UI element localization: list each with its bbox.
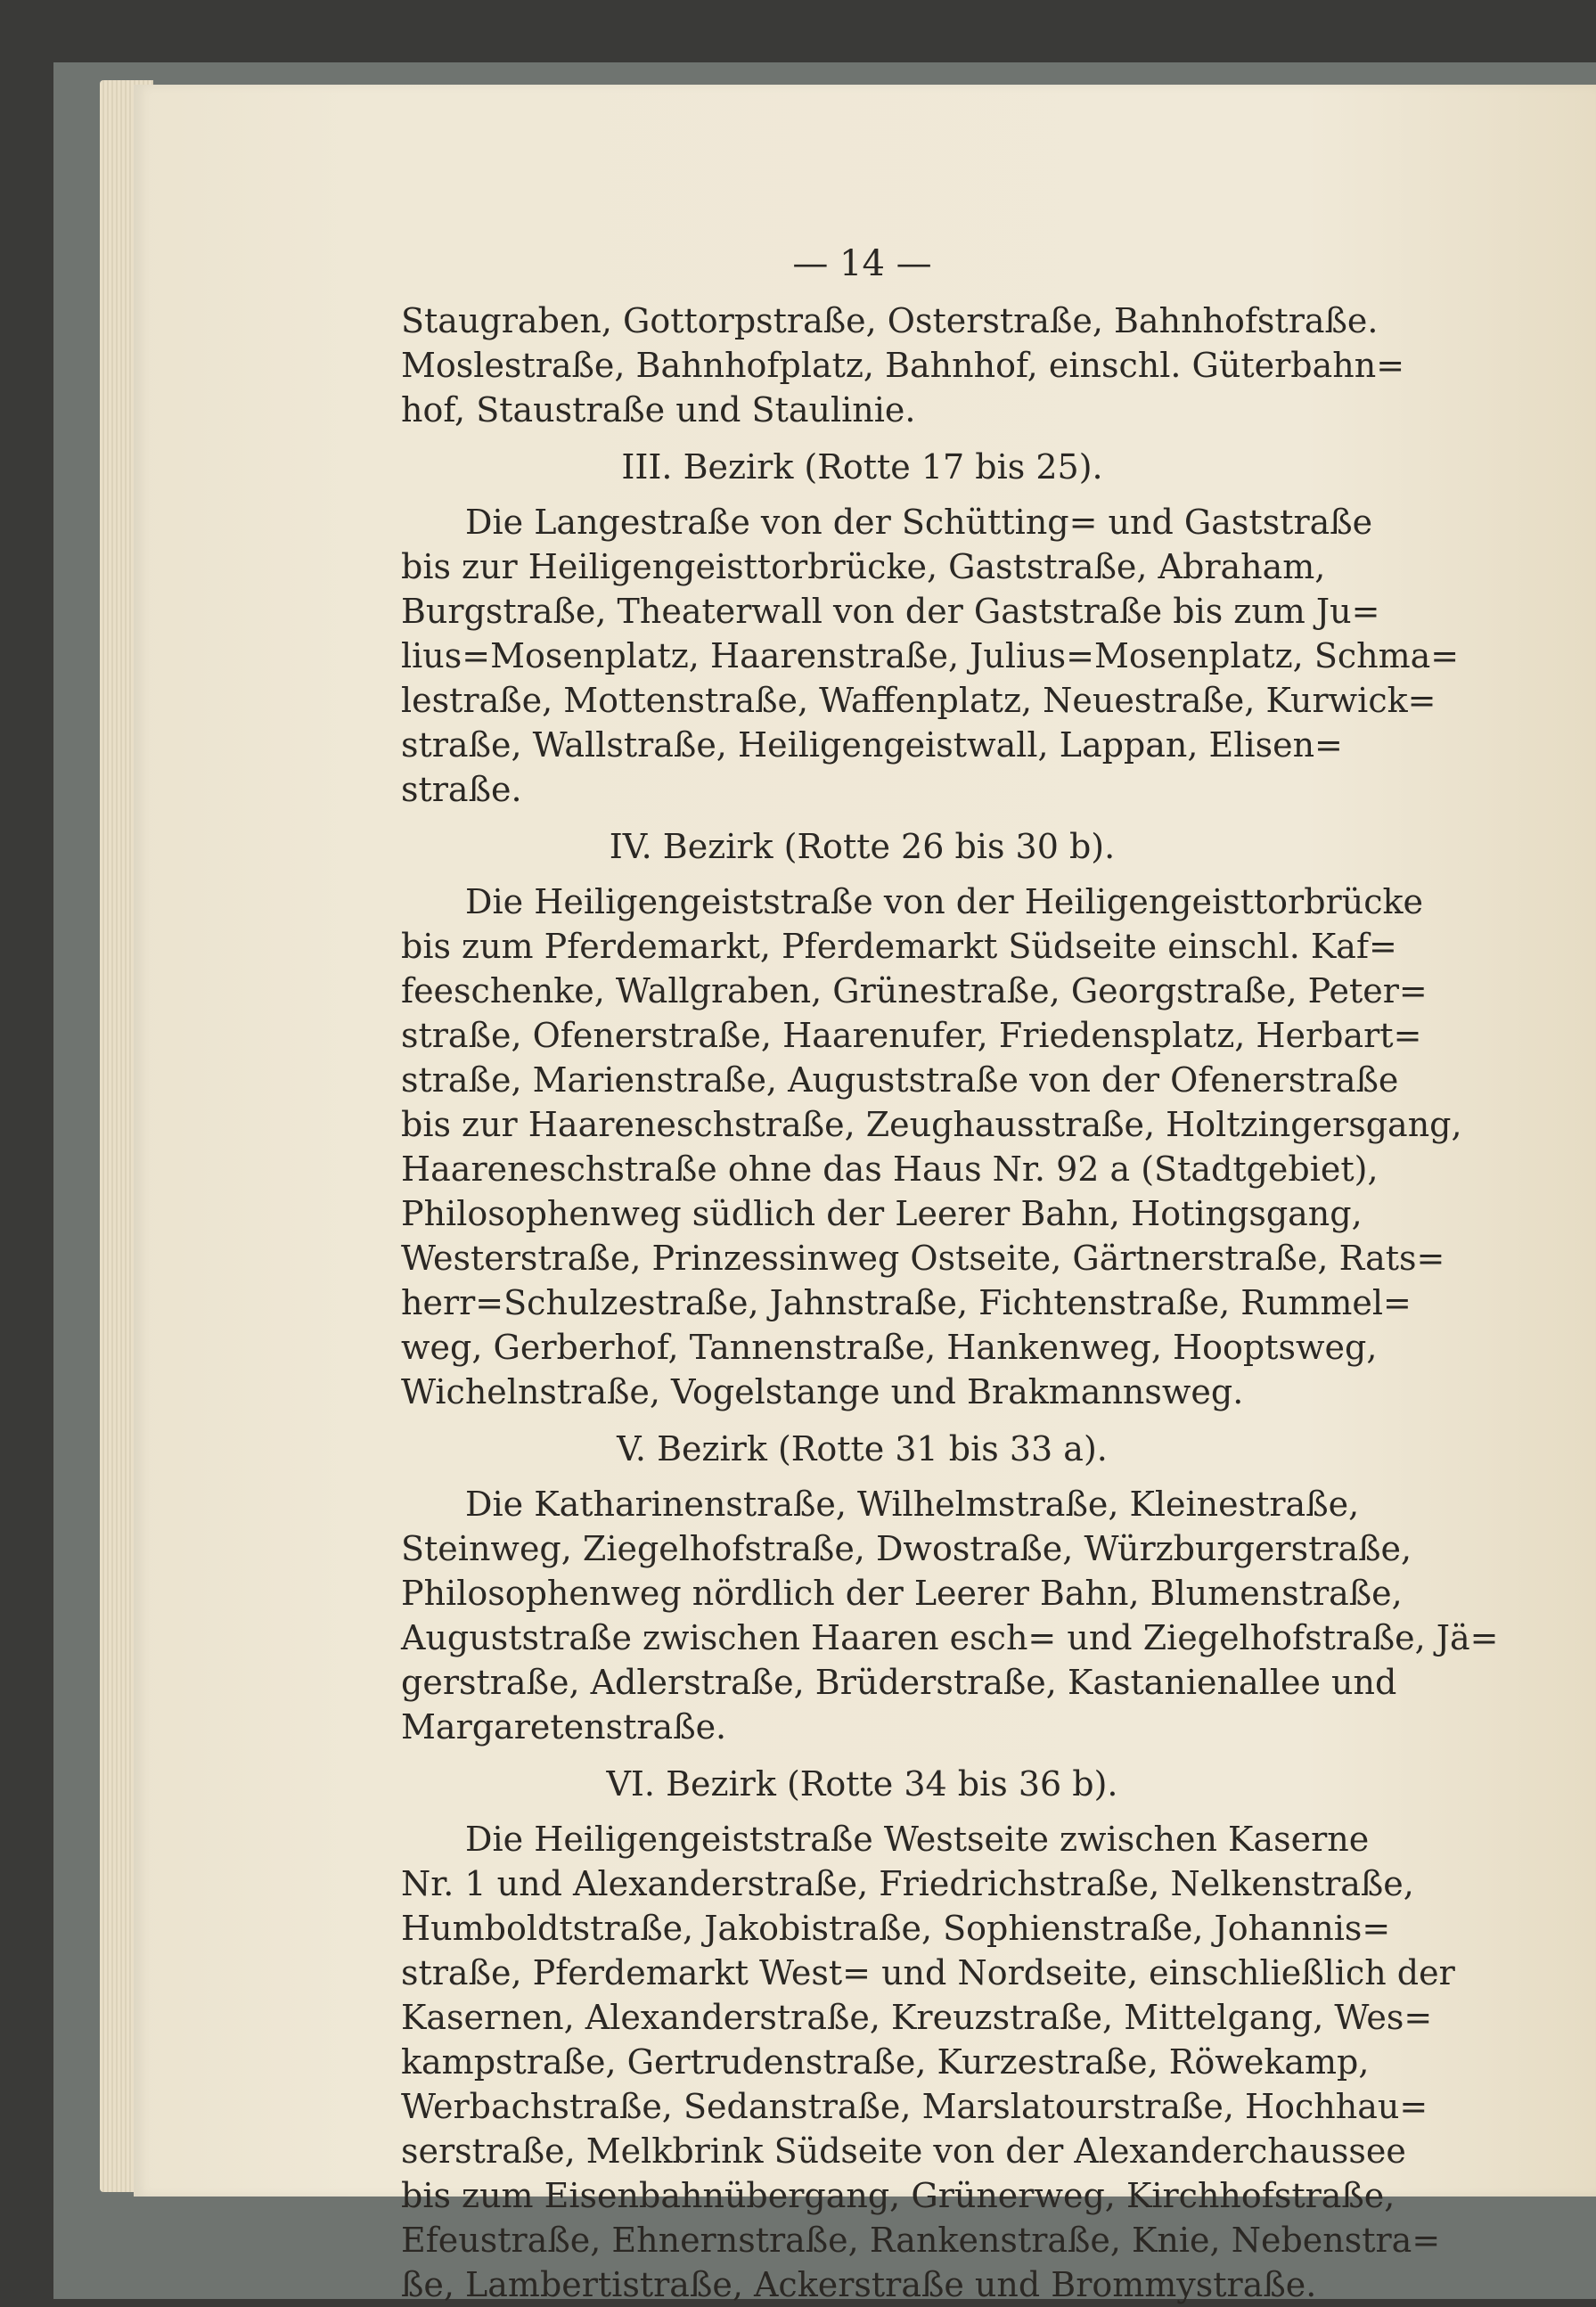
text-line: Steinweg, Ziegelhofstraße, Dwostraße, Würzburgerstraße, bbox=[401, 1529, 1412, 1568]
text-line: Die Heiligengeiststraße von der Heiligengeisttorbrücke bbox=[465, 882, 1423, 921]
text-line: Efeustraße, Ehnernstraße, Rankenstraße, Knie, Nebenstra= bbox=[401, 2221, 1441, 2260]
text-line: Margaretenstraße. bbox=[401, 1707, 727, 1747]
paragraph bbox=[401, 1482, 1499, 1749]
text-line: herr=Schulzestraße, Jahnstraße, Fichtenstraße, Rummel= bbox=[401, 1283, 1412, 1322]
text-line: bis zur Heiligengeisttorbrücke, Gaststraße, Abraham, bbox=[401, 547, 1326, 586]
text-line: Nr. 1 und Alexanderstraße, Friedrichstraße, Nelkenstraße, bbox=[401, 1864, 1414, 1903]
page-number: — 14 — bbox=[792, 243, 932, 284]
text-line: Die Heiligengeiststraße Westseite zwischen Kaserne bbox=[465, 1820, 1370, 1859]
text-line: Wichelnstraße, Vogelstange und Brakmannsweg. bbox=[401, 1372, 1244, 1411]
text-line: Haareneschstraße ohne das Haus Nr. 92 a (Stadtgebiet), bbox=[401, 1149, 1379, 1189]
text-line: lius=Mosenplatz, Haarenstraße, Julius=Mosenplatz, Schma= bbox=[401, 636, 1460, 675]
text-line: Burgstraße, Theaterwall von der Gaststraße bis zum Ju= bbox=[401, 592, 1380, 631]
text-line: serstraße, Melkbrink Südseite von der Alexanderchaussee bbox=[401, 2131, 1406, 2171]
text-line: Humboldtstraße, Jakobistraße, Sophienstraße, Johannis= bbox=[401, 1909, 1391, 1948]
text-line: Moslestraße, Bahnhofplatz, Bahnhof, einschl. Güterbahn= bbox=[401, 346, 1405, 385]
text-line: hof, Staustraße und Staulinie. bbox=[401, 390, 916, 429]
text-line: Werbachstraße, Sedanstraße, Marslatourstraße, Hochhau= bbox=[401, 2087, 1428, 2126]
text-line: Kasernen, Alexanderstraße, Kreuzstraße, Mittelgang, Wes= bbox=[401, 1998, 1433, 2037]
section-heading: V. Bezirk (Rotte 31 bis 33 a). bbox=[617, 1429, 1108, 1468]
text-line: Philosophenweg nördlich der Leerer Bahn, Blumenstraße, bbox=[401, 1574, 1403, 1613]
text-line: weg, Gerberhof, Tannenstraße, Hankenweg, Hooptsweg, bbox=[401, 1328, 1378, 1367]
paragraph bbox=[401, 500, 1460, 812]
paragraph bbox=[401, 1817, 1455, 2307]
text-line: straße, Marienstraße, Auguststraße von der Ofenerstraße bbox=[401, 1060, 1399, 1100]
text-line: straße, Wallstraße, Heiligengeistwall, Lappan, Elisen= bbox=[401, 725, 1343, 765]
text-line: lestraße, Mottenstraße, Waffenplatz, Neuestraße, Kurwick= bbox=[401, 681, 1436, 720]
text-line: bis zur Haareneschstraße, Zeughausstraße, Holtzingersgang, bbox=[401, 1105, 1462, 1144]
text-line: Westerstraße, Prinzessinweg Ostseite, Gärtnerstraße, Rats= bbox=[401, 1239, 1445, 1278]
text-area bbox=[401, 236, 1499, 2307]
text-line: bis zum Eisenbahnübergang, Grünerweg, Kirchhofstraße, bbox=[401, 2176, 1395, 2215]
text-line: Auguststraße zwischen Haaren esch= und Ziegelhofstraße, Jä= bbox=[401, 1618, 1499, 1657]
text-line: feeschenke, Wallgraben, Grünestraße, Georgstraße, Peter= bbox=[401, 971, 1428, 1010]
text-line: straße, Ofenerstraße, Haarenufer, Friedensplatz, Herbart= bbox=[401, 1016, 1422, 1055]
paragraph bbox=[401, 879, 1462, 1414]
section-heading: IV. Bezirk (Rotte 26 bis 30 b). bbox=[609, 827, 1116, 866]
text-line: Philosophenweg südlich der Leerer Bahn, Hotingsgang, bbox=[401, 1194, 1363, 1233]
section-heading: III. Bezirk (Rotte 17 bis 25). bbox=[621, 447, 1103, 487]
text-line: Staugraben, Gottorpstraße, Osterstraße, Bahnhofstraße. bbox=[401, 301, 1379, 340]
text-line: kampstraße, Gertrudenstraße, Kurzestraße, Röwekamp, bbox=[401, 2042, 1370, 2082]
text-line: bis zum Pferdemarkt, Pferdemarkt Südseite einschl. Kaf= bbox=[401, 927, 1397, 966]
text-line: straße, Pferdemarkt West= und Nordseite, einschließlich der bbox=[401, 1953, 1455, 1992]
text-line: Die Langestraße von der Schütting= und Gaststraße bbox=[465, 503, 1373, 542]
text-line: straße. bbox=[401, 770, 522, 809]
paragraph bbox=[401, 299, 1405, 432]
text-line: gerstraße, Adlerstraße, Brüderstraße, Kastanienallee und bbox=[401, 1663, 1397, 1702]
page-content bbox=[401, 299, 1499, 2307]
section-heading: VI. Bezirk (Rotte 34 bis 36 b). bbox=[606, 1764, 1118, 1804]
text-line: Die Katharinenstraße, Wilhelmstraße, Kleinestraße, bbox=[465, 1485, 1360, 1524]
text-line: ße, Lambertistraße, Ackerstraße und Brommystraße. bbox=[401, 2265, 1317, 2304]
